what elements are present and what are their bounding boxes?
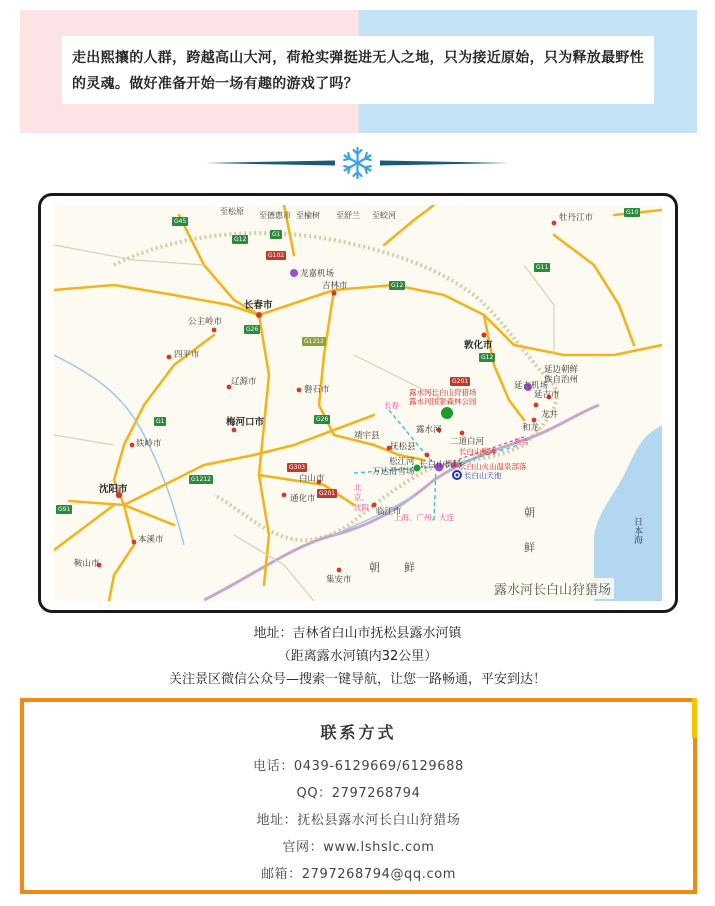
highway-shield: G91: [58, 506, 71, 513]
map-label: 敦化市: [464, 340, 493, 351]
highway-shield: G102: [268, 252, 285, 259]
country-label: 朝: [369, 561, 380, 574]
highway-shield: G11: [536, 264, 549, 271]
map-label: 铁岭市: [136, 439, 162, 449]
contact-website[interactable]: 官网：www.lshslc.com: [282, 840, 435, 855]
map-label: 公主岭市: [188, 317, 223, 327]
highway-shield: G10: [626, 209, 639, 216]
map-label: 露水河: [416, 425, 442, 435]
map-label: 至松原: [220, 207, 244, 216]
contact-qq[interactable]: QQ：2797268794: [296, 786, 421, 801]
route-label: 延吉: [514, 437, 529, 446]
sea-label: 日本海: [632, 517, 642, 544]
map-label: 靖宇县: [354, 431, 380, 441]
highway-shield: G201: [319, 490, 336, 497]
route-label: 上海、广州、大连: [394, 513, 454, 522]
contact-phone[interactable]: 电话：0439-6129669/6129688: [253, 759, 464, 774]
map-frame: [38, 193, 678, 613]
route-map: [54, 205, 662, 601]
highway-shield: G26: [246, 326, 259, 333]
highway-shield: G26: [316, 416, 329, 423]
map-label: 至榆树: [296, 211, 320, 220]
highway-shield: G1212: [191, 476, 211, 483]
contact-card: [20, 698, 697, 894]
map-label: 延吉机场: [514, 381, 549, 391]
intro-text: 走出熙攘的人群，跨越高山大河，荷枪实弹挺进无人之地，只为接近原始，只为释放最野性的灵魂。做好准备开始一场有趣的游戏了吗？: [72, 50, 644, 92]
map-label: 松江河: [389, 457, 415, 467]
map-label: 辽源市: [231, 377, 257, 387]
map-label: 至德惠市: [259, 211, 291, 220]
address-block: [0, 622, 715, 691]
map-label: 本溪市: [138, 535, 164, 545]
contact-title: 联系方式: [320, 723, 397, 742]
snowflake-icon: [343, 148, 373, 178]
country-label: 鲜: [404, 561, 415, 574]
contact-email[interactable]: 邮箱：2797268794@qq.com: [260, 867, 457, 882]
watermark: 露水河长白山狩猎场: [491, 578, 614, 599]
address-line: 地址：吉林省白山市抚松县露水河镇: [253, 626, 462, 641]
navigation-tip: 关注景区微信公众号—搜索一键导航，让您一路畅通，平安到达！: [168, 672, 546, 687]
map-label: 至蛟河: [372, 211, 396, 220]
sea-area: [594, 425, 662, 601]
map-label: 磐石市: [304, 385, 330, 395]
map-label: 梅河口市: [226, 417, 265, 428]
highway-shield: G1: [156, 418, 165, 425]
route-label: 北京、沈阳: [354, 483, 369, 512]
map-label: 沈阳市: [99, 484, 128, 495]
map-label: 白山市: [299, 474, 325, 484]
route-label: 长春: [384, 401, 399, 410]
map-label: 长白山鲍滩: [459, 447, 497, 456]
map-label: 延吉市: [534, 390, 560, 400]
highway-shield: G1: [272, 231, 281, 238]
country-label: 朝: [524, 506, 535, 519]
destination-marker: [441, 407, 453, 419]
map-label: 万达滑雪场: [372, 467, 415, 477]
map-label: 抚松县: [390, 442, 416, 452]
destination-label: 露水河国家森林公园: [409, 397, 477, 406]
country-label: 鲜: [524, 541, 535, 554]
highway-shield: G201: [452, 378, 469, 385]
accent-bar: [692, 698, 697, 738]
map-label: 龙嘉机场: [300, 269, 335, 279]
intro-box: [62, 36, 654, 104]
map-label: 鞍山市: [74, 559, 100, 569]
highway-shield: G45: [174, 218, 187, 225]
map-label: 长白山火山温泉部落: [459, 462, 527, 471]
highway-shield: G303: [289, 464, 306, 471]
map-label: 吉林市: [322, 281, 348, 291]
highway-shield: G12: [481, 354, 494, 361]
map-label: 至舒兰: [336, 211, 360, 220]
contact-address: 地址：抚松县露水河长白山狩猎场: [256, 813, 461, 828]
map-label: 和龙: [522, 423, 540, 433]
map-label: 牡丹江市: [559, 213, 594, 223]
map-label: 长白山机场: [419, 460, 462, 470]
map-label: 通化市: [290, 494, 316, 504]
distance-note: （距离露水河镇内32公里）: [277, 649, 438, 664]
highway-shield: G1212: [304, 338, 324, 345]
hero-banner: [20, 10, 697, 133]
map-label: 长白山天池: [464, 471, 502, 480]
destination-label: 露水河长白山狩猎场: [409, 388, 477, 397]
map-label: 集安市: [326, 575, 352, 585]
map-label: 二道白河: [450, 437, 485, 447]
contact-list: [24, 753, 693, 888]
highway-shield: G12: [391, 282, 404, 289]
map-label: 临江市: [376, 507, 402, 517]
map-label: 长春市: [244, 300, 273, 311]
highway-shield: G12: [234, 236, 247, 243]
map-label: 四平市: [174, 350, 200, 360]
map-label: 延边朝鲜族自治州: [544, 365, 579, 385]
snowflake-divider: [205, 146, 510, 180]
map-label: 龙井: [541, 410, 559, 420]
